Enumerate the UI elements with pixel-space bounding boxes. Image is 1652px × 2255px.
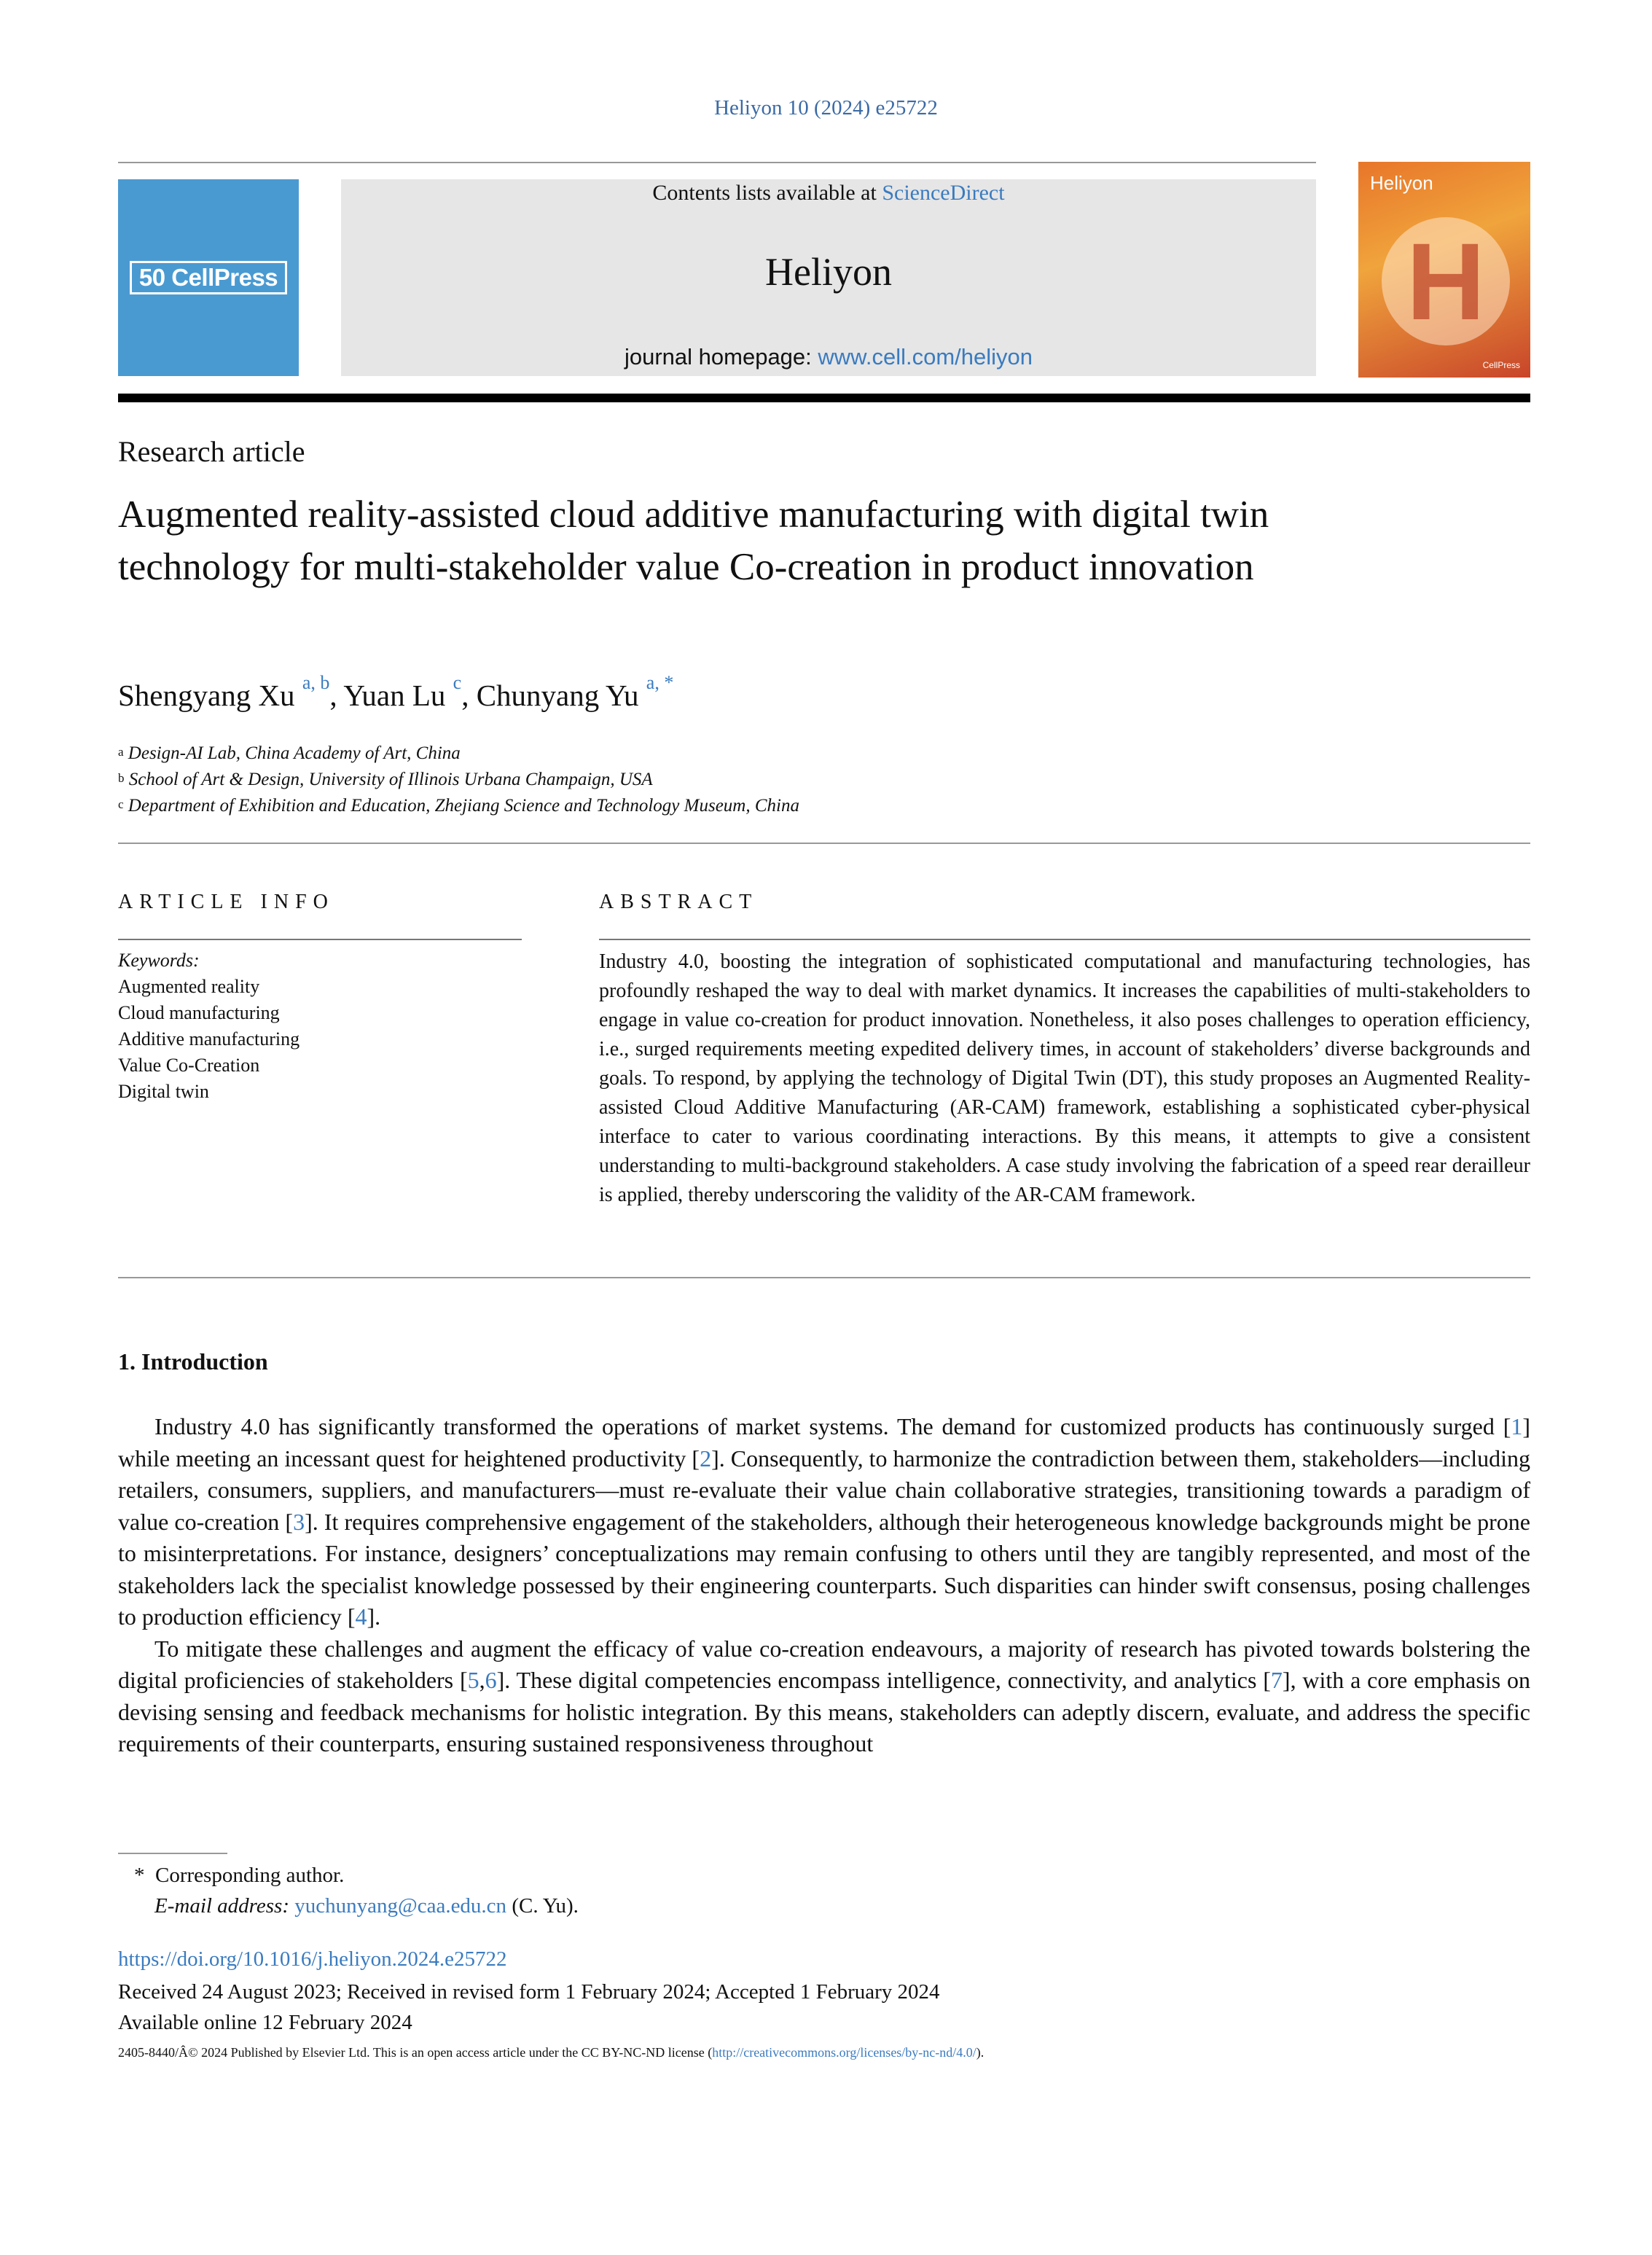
affiliation-rule (118, 843, 1530, 844)
author-affiliation-marker[interactable]: c (453, 672, 462, 693)
affiliation-label: a (118, 745, 124, 759)
reference-link[interactable]: 4 (355, 1603, 367, 1630)
paragraph (118, 1411, 1530, 1633)
cover-title: Heliyon (1370, 172, 1433, 194)
text-run: ]. (367, 1603, 381, 1630)
author-name[interactable]: Yuan Lu (343, 679, 446, 712)
doi-link[interactable]: https://doi.org/10.1016/j.heliyon.2024.e25722 (118, 1947, 507, 1971)
header-thick-rule (118, 394, 1530, 402)
cellpress-logo-text: 50 CellPress (130, 261, 287, 294)
affiliation-label: b (118, 771, 125, 785)
article-title: Augmented reality-assisted cloud additive manufacturing with digital twin technology for multi-stakeholder value Co-creation in product innovation (118, 493, 1269, 588)
text-run: ] while meeting an incessant quest for heightened productivity [ (118, 1413, 1530, 1472)
paragraph (118, 1633, 1530, 1760)
author-affiliation-marker[interactable]: a, * (646, 672, 674, 693)
keywords-block (118, 947, 300, 1105)
journal-citation[interactable]: Heliyon 10 (2024) e25722 (714, 96, 938, 120)
received-dates: Received 24 August 2023; Received in revised form 1 February 2024; Accepted 1 February 2024 (118, 1980, 940, 2004)
license-link[interactable]: http://creativecommons.org/licenses/by-nc-nd/4.0/ (712, 2045, 976, 2060)
abstract-text: Industry 4.0, boosting the integration of sophisticated computational and manufacturing technologies, has profoundly reshaped the way to deal with market dynamics. It increases the capabilities of multi-stakeholders to engage in value co-creation for product innovation. Nonetheless, it also poses challenges to operation efficiency, i.e., surged requirements meeting expedited delivery times, in account of stakeholders’ diverse backgrounds and goals. To respond, by applying the technology of Digital Twin (DT), this study proposes an Augmented Reality-assisted Cloud Additive Manufacturing (AR-CAM) framework, establishing a sophisticated cyber-physical interface to cater to various coordinating interactions. By this means, it attempts to give a consistent understanding to multi-background stakeholders. A case study involving the fabrication of a speed rear derailleur is applied, thereby underscoring the validity of the AR-CAM framework. (599, 950, 1530, 1206)
reference-link[interactable]: 6 (485, 1667, 497, 1693)
email-label: E-mail address: (154, 1894, 289, 1918)
email-suffix: (C. Yu). (512, 1894, 579, 1918)
reference-link[interactable]: 7 (1270, 1667, 1283, 1693)
contents-line (341, 181, 1316, 206)
author-separator: , (461, 679, 477, 712)
reference-link[interactable]: 5 (467, 1667, 479, 1693)
journal-title: Heliyon (765, 250, 892, 294)
article-type: Research article (118, 435, 305, 468)
journal-cover-image[interactable] (1358, 162, 1530, 378)
footnote-email (118, 1891, 579, 1921)
affiliation-text: Department of Exhibition and Education, Zhejiang Science and Technology Museum, China (128, 796, 799, 816)
abstract-heading: ABSTRACT (599, 891, 759, 913)
license-prefix: 2405-8440/Â© 2024 Published by Elsevier Ltd. This is an open access article under the CC BY-NC-ND license ( (118, 2045, 713, 2060)
homepage-link[interactable]: www.cell.com/heliyon (818, 344, 1033, 370)
affiliation-label: c (118, 797, 124, 811)
author-name[interactable]: Chunyang Yu (476, 679, 639, 712)
author-name[interactable]: Shengyang Xu (118, 679, 295, 712)
reference-link[interactable]: 2 (700, 1445, 712, 1472)
affiliation-item (118, 740, 799, 767)
journal-banner (341, 179, 1316, 376)
homepage-prefix: journal homepage: (624, 344, 818, 370)
text-run: Industry 4.0 has significantly transformed the operations of market systems. The demand for customized products has continuously surged [ (154, 1413, 1511, 1439)
keywords-label: Keywords: (118, 950, 200, 971)
author-affiliation-marker[interactable]: a, b (302, 672, 330, 693)
cover-letter: H (1406, 220, 1486, 343)
sciencedirect-link[interactable]: ScienceDirect (882, 181, 1005, 205)
text-run: , (479, 1667, 485, 1693)
license-line (118, 2045, 984, 2060)
abstract-rule (599, 939, 1530, 940)
author-separator: , (329, 679, 344, 712)
reference-link[interactable]: 3 (293, 1508, 305, 1535)
abstract-bottom-rule (118, 1277, 1530, 1278)
text-run: ]. It requires comprehensive engagement of the stakeholders, although their heterogeneous knowledge backgrounds might be prone to misinterpretations. For instance, designers’ conceptualizations may remain confusing to others until they are tangibly represented, and most of the stakeholders lack the specialist knowledge possessed by their engineering counterparts. Such disparities can hinder swift consensus, posing challenges to production efficiency [ (118, 1508, 1531, 1630)
keyword-item: Value Co-Creation (118, 1055, 260, 1076)
publication-dates (118, 1977, 940, 2038)
article-info-heading: ARTICLE INFO (118, 891, 334, 913)
article-info-rule (118, 939, 522, 940)
text-run: To mitigate these challenges and augment the efficacy of value co-creation endeavours, a majority of research has pivoted towards bolstering the digital proficiencies of stakeholders [ (118, 1635, 1530, 1693)
reference-link[interactable]: 1 (1511, 1413, 1523, 1439)
header-rule (118, 162, 1316, 163)
keyword-item: Cloud manufacturing (118, 1002, 280, 1023)
affiliation-text: Design-AI Lab, China Academy of Art, China (128, 743, 461, 763)
footnote-rule (118, 1853, 227, 1854)
affiliation-item (118, 793, 799, 819)
email-link[interactable]: yuchunyang@caa.edu.cn (294, 1894, 507, 1918)
text-run: ]. Consequently, to harmonize the contradiction between them, stakeholders—including retailers, consumers, suppliers, and manufacturers—must re-evaluate their value chain collaborative strategies, transitioning towards a paradigm of value co-creation [ (118, 1445, 1530, 1535)
cellpress-logo (118, 179, 299, 376)
affiliation-text: School of Art & Design, University of Illinois Urbana Champaign, USA (128, 770, 653, 789)
keyword-item: Augmented reality (118, 976, 260, 997)
text-run: ], with a core emphasis on devising sensing and feedback mechanisms for holistic integration. By this means, stakeholders can adeptly discern, evaluate, and address the specific requirements of their counterparts, ensuring sustained responsiveness throughout (118, 1667, 1531, 1756)
author-list (118, 672, 674, 713)
affiliation-item (118, 767, 799, 793)
footnote-marker: * (134, 1864, 145, 1887)
homepage-line (341, 344, 1316, 370)
keyword-item: Additive manufacturing (118, 1028, 300, 1050)
cover-publisher: CellPress (1482, 360, 1520, 370)
available-online: Available online 12 February 2024 (118, 2011, 412, 2034)
contents-prefix: Contents lists available at (652, 181, 882, 205)
keyword-item: Digital twin (118, 1081, 209, 1102)
introduction-heading: 1. Introduction (118, 1348, 268, 1375)
footnote-corresponding-text: Corresponding author. (155, 1864, 345, 1887)
license-suffix: ). (976, 2045, 984, 2060)
introduction-body (118, 1411, 1530, 1760)
footnote (118, 1860, 579, 1921)
text-run: ]. These digital competencies encompass intelligence, connectivity, and analytics [ (496, 1667, 1271, 1693)
affiliation-list (118, 740, 799, 819)
footnote-corresponding (118, 1860, 579, 1891)
